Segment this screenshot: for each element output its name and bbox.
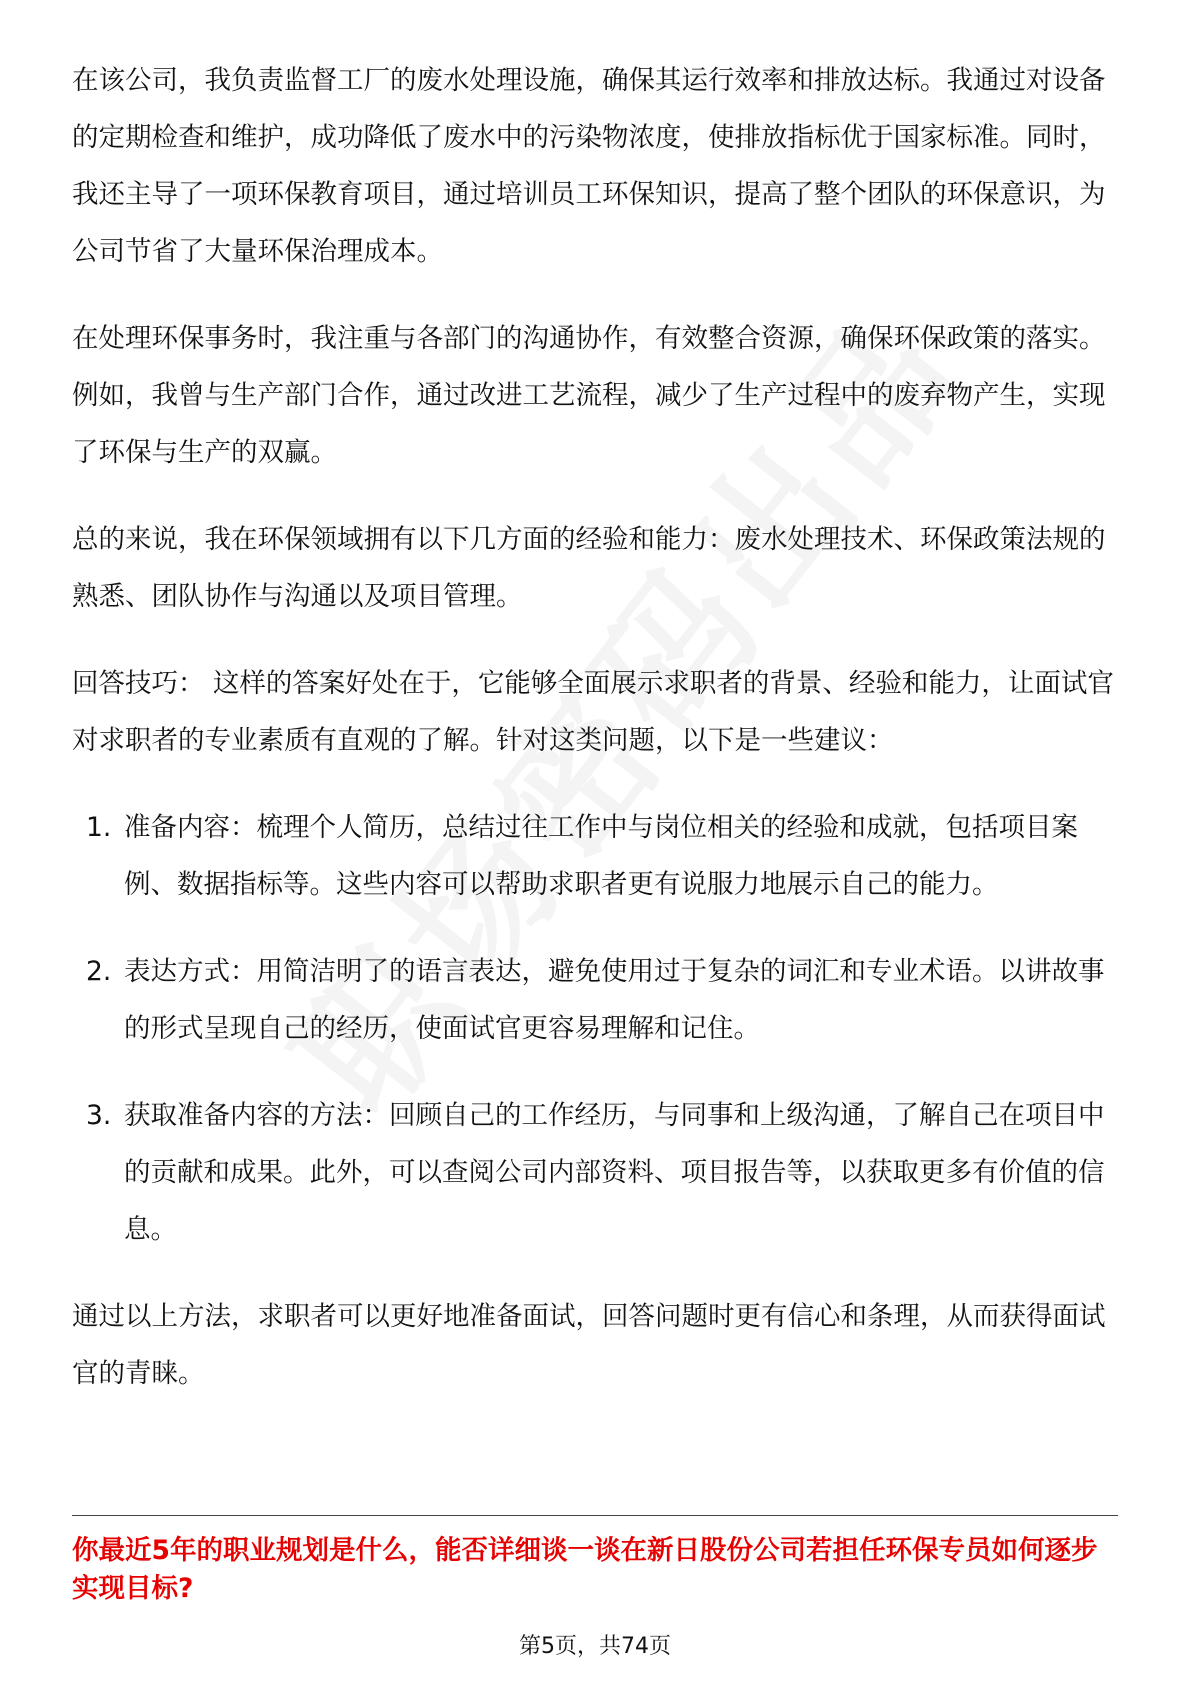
paragraph-summary: 总的来说，我在环保领域拥有以下几方面的经验和能力：废水处理技术、环保政策法规的熟悉、团队协作与沟通以及项目管理。 xyxy=(72,524,1106,612)
section-divider xyxy=(72,1515,1118,1516)
list-item-text: 表达方式：用简洁明了的语言表达，避免使用过于复杂的词汇和专业术语。以讲故事的形式呈现自己的经历，使面试官更容易理解和记住。 xyxy=(124,956,1105,1044)
page-content xyxy=(72,52,1118,1432)
list-number: 2. xyxy=(86,956,112,987)
paragraph-collaboration: 在处理环保事务时，我注重与各部门的沟通协作，有效整合资源，确保环保政策的落实。例如，我曾与生产部门合作，通过改进工艺流程，减少了生产过程中的废弃物产生，实现了环保与生产的双赢。 xyxy=(72,323,1106,468)
page-number: 第5页，共74页 xyxy=(519,1634,671,1659)
list-item xyxy=(72,799,1118,913)
paragraph-experience: 在该公司，我负责监督工厂的废水处理设施，确保其运行效率和排放达标。我通过对设备的定期检查和维护，成功降低了废水中的污染物浓度，使排放指标优于国家标准。同时，我还主导了一项环保教育项目，通过培训员工环保知识，提高了整个团队的环保意识，为公司节省了大量环保治理成本。 xyxy=(72,65,1106,267)
paragraph-closing: 通过以上方法，求职者可以更好地准备面试，回答问题时更有信心和条理，从而获得面试官的青睐。 xyxy=(72,1301,1106,1389)
tips-list xyxy=(72,799,1118,1258)
list-item-text: 获取准备内容的方法：回顾自己的工作经历，与同事和上级沟通，了解自己在项目中的贡献和成果。此外，可以查阅公司内部资料、项目报告等，以获取更多有价值的信息。 xyxy=(124,1100,1105,1245)
list-item xyxy=(72,943,1118,1057)
list-item xyxy=(72,1087,1118,1258)
list-item-text: 准备内容：梳理个人简历，总结过往工作中与岗位相关的经验和成就，包括项目案例、数据指标等。这些内容可以帮助求职者更有说服力地展示自己的能力。 xyxy=(124,812,1078,900)
list-number: 1. xyxy=(86,812,112,843)
list-number: 3. xyxy=(86,1100,112,1131)
next-question-heading: 你最近5年的职业规划是什么，能否详细谈一谈在新日股份公司若担任环保专员如何逐步实现目标? xyxy=(72,1535,1098,1604)
paragraph-answer-tips: 回答技巧： 这样的答案好处在于，它能够全面展示求职者的背景、经验和能力，让面试官对求职者的专业素质有直观的了解。针对这类问题，以下是一些建议： xyxy=(72,668,1114,756)
